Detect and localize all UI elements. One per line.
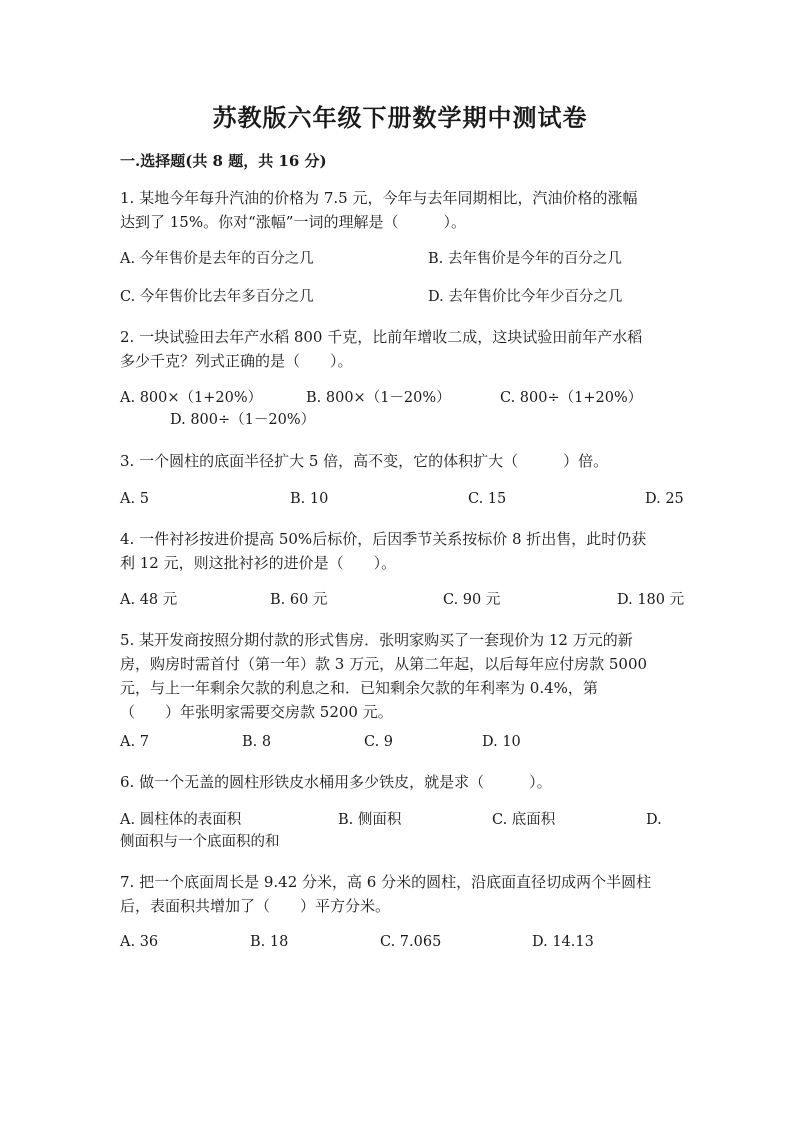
q7-option-c: C. 7.065 — [380, 934, 442, 950]
question-4-line-2: 利 12 元，则这批衬衫的进价是（ ）。 — [120, 554, 397, 572]
question-3 — [120, 449, 680, 473]
page-title: 苏教版六年级下册数学期中测试卷 — [212, 103, 588, 132]
question-4 — [120, 527, 680, 575]
q1-option-a: A. 今年售价是去年的百分之几 — [120, 251, 314, 267]
question-2 — [120, 325, 680, 373]
question-6-line-1: 6. 做一个无盖的圆柱形铁皮水桶用多少铁皮，就是求（ ）。 — [120, 773, 552, 791]
q7-option-d: D. 14.13 — [532, 934, 594, 950]
q3-option-b: B. 10 — [290, 491, 329, 507]
question-5 — [120, 628, 680, 724]
q7-option-b: B. 18 — [250, 934, 289, 950]
question-6 — [120, 770, 680, 794]
question-1 — [120, 186, 680, 234]
question-5-line-2: 房，购房时需首付（第一年）款 3 万元，从第二年起，以后每年应付房款 5000 — [120, 655, 648, 673]
question-2-line-2: 多少千克？列式正确的是（ ）。 — [120, 352, 353, 370]
question-3-line-1: 3. 一个圆柱的底面半径扩大 5 倍，高不变，它的体积扩大（ ）倍。 — [120, 452, 609, 470]
section-heading: 一.选择题(共 8 题，共 16 分) — [120, 152, 327, 170]
question-7 — [120, 870, 680, 918]
question-7-line-2: 后，表面积共增加了（ ）平方分米。 — [120, 897, 391, 915]
q5-option-b: B. 8 — [242, 734, 272, 750]
q2-option-a: A. 800×（1+20%） — [120, 390, 263, 406]
question-2-line-1: 2. 一块试验田去年产水稻 800 千克，比前年增收二成，这块试验田前年产水稻 — [120, 328, 643, 346]
q5-option-d: D. 10 — [482, 734, 521, 750]
q4-option-d: D. 180 元 — [617, 592, 685, 608]
q3-option-a: A. 5 — [120, 491, 149, 507]
q6-option-d: D. 侧面积与一个底面积的和 — [120, 812, 662, 850]
q4-option-c: C. 90 元 — [443, 592, 501, 608]
question-7-line-1: 7. 把一个底面周长是 9.42 分米，高 6 分米的圆柱，沿底面直径切成两个半圆柱 — [120, 873, 652, 891]
q7-option-a: A. 36 — [120, 934, 159, 950]
q1-option-c: C. 今年售价比去年多百分之几 — [120, 289, 314, 305]
q6-option-b: B. 侧面积 — [338, 812, 402, 828]
q5-option-c: C. 9 — [364, 734, 394, 750]
q6-option-c: C. 底面积 — [492, 812, 556, 828]
q5-option-a: A. 7 — [120, 734, 149, 750]
question-1-line-1: 1. 某地今年每升汽油的价格为 7.5 元，今年与去年同期相比，汽油价格的涨幅 — [120, 189, 638, 207]
q2-option-d: D. 800÷（1－20%） — [170, 412, 316, 428]
q2-option-b: B. 800×（1－20%） — [306, 390, 451, 406]
q6-option-a: A. 圆柱体的表面积 — [120, 812, 242, 828]
q3-option-d: D. 25 — [645, 491, 684, 507]
question-1-line-2: 达到了 15%。你对“涨幅”一词的理解是（ ）。 — [120, 213, 466, 231]
q1-option-d: D. 去年售价比今年少百分之几 — [428, 289, 623, 305]
question-5-line-1: 5. 某开发商按照分期付款的形式售房．张明家购买了一套现价为 12 万元的新 — [120, 631, 633, 649]
q4-option-b: B. 60 元 — [270, 592, 328, 608]
question-5-line-3: 元，与上一年剩余欠款的利息之和．已知剩余欠款的年利率为 0.4%，第 — [120, 679, 598, 697]
q2-option-c: C. 800÷（1+20%） — [500, 390, 643, 406]
q1-option-b: B. 去年售价是今年的百分之几 — [428, 251, 622, 267]
question-4-line-1: 4. 一件衬衫按进价提高 50%后标价，后因季节关系按标价 8 折出售，此时仍获 — [120, 530, 647, 548]
q3-option-c: C. 15 — [468, 491, 507, 507]
q4-option-a: A. 48 元 — [120, 592, 178, 608]
question-5-line-4: （ ）年张明家需要交房款 5200 元。 — [120, 703, 393, 721]
